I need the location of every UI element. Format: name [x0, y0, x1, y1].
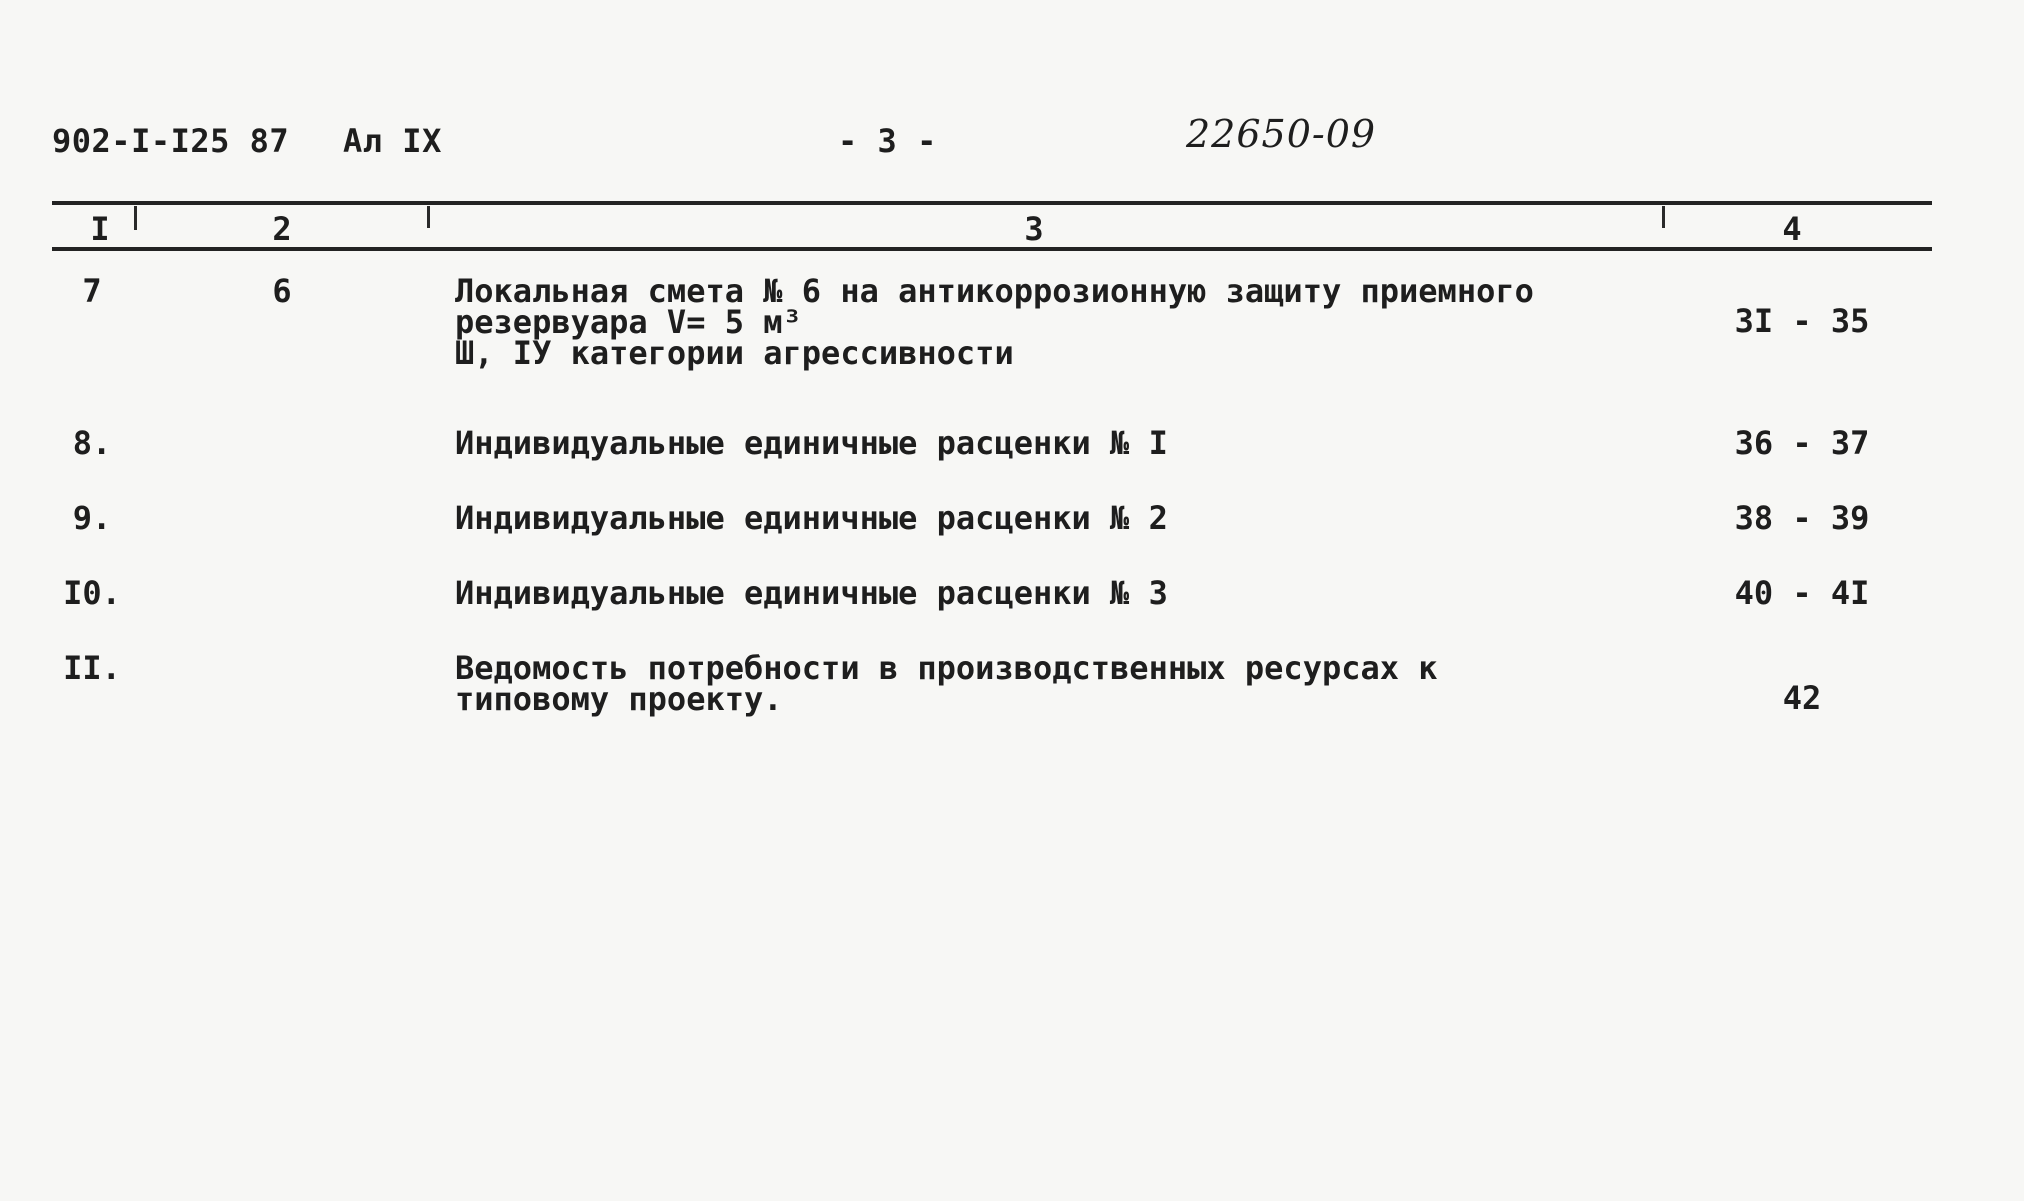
- row-sub-number: 6: [272, 272, 292, 310]
- column-separator-tick: [427, 206, 430, 228]
- column-header-4: 4: [1782, 210, 1802, 248]
- description-line: Индивидуальные единичные расценки № I: [455, 424, 1168, 462]
- project-code: 902-I-I25 87: [52, 122, 290, 160]
- column-separator-tick: [1662, 206, 1665, 228]
- document-header: [0, 0, 2024, 180]
- row-number: 7: [82, 272, 102, 310]
- description-line: Локальная смета № 6 на антикоррозионную защиту приемного: [455, 272, 1534, 310]
- row-pages: 3I - 35: [1734, 302, 1870, 340]
- description-line: Индивидуальные единичные расценки № 3: [455, 574, 1168, 612]
- description-line: Ш, IУ категории агрессивности: [455, 334, 1014, 372]
- row-pages: 42: [1782, 679, 1822, 717]
- table-header-rule: [52, 247, 1932, 251]
- row-description: [455, 574, 1168, 612]
- row-number: I0.: [63, 574, 121, 612]
- description-line: Индивидуальные единичные расценки № 2: [455, 499, 1168, 537]
- column-header-3: 3: [1024, 210, 1044, 248]
- page-number: - 3 -: [838, 122, 937, 160]
- table-top-rule: [52, 201, 1932, 205]
- description-line: типовому проекту.: [455, 680, 783, 718]
- album-number: Ал IX: [343, 122, 442, 160]
- row-pages: 36 - 37: [1734, 424, 1870, 462]
- row-description: [455, 424, 1168, 462]
- row-number: II.: [63, 649, 121, 687]
- column-header-1: I: [90, 210, 110, 248]
- description-line: Ведомость потребности в производственных ресурсах к: [455, 649, 1438, 687]
- handwritten-inventory-number: 22650-09: [1186, 112, 1377, 156]
- column-separator-tick: [134, 206, 137, 230]
- row-number: 9.: [72, 499, 112, 537]
- row-pages: 40 - 4I: [1734, 574, 1870, 612]
- column-header-2: 2: [272, 210, 292, 248]
- row-number: 8.: [72, 424, 112, 462]
- row-description: [455, 649, 1438, 718]
- row-pages: 38 - 39: [1734, 499, 1870, 537]
- row-description: [455, 272, 1534, 372]
- row-description: [455, 499, 1168, 537]
- description-line: резервуара V= 5 м³: [455, 303, 802, 341]
